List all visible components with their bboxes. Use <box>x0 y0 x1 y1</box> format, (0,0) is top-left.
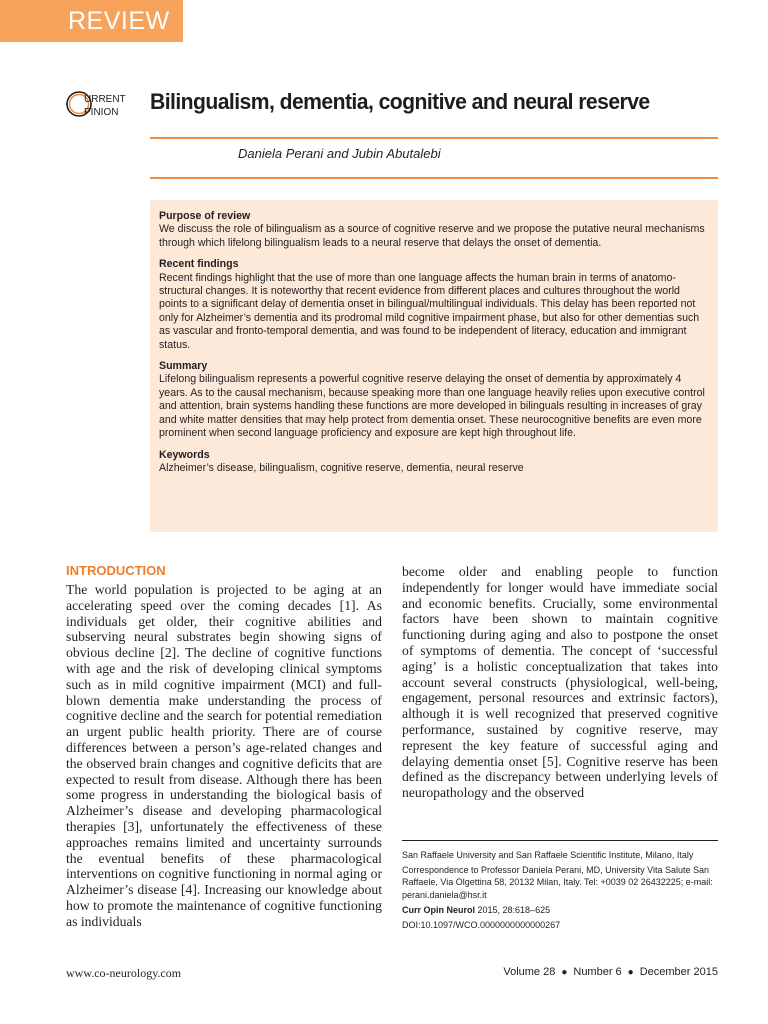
institution: San Raffaele University and San Raffaele Scientific Institute, Milano, Italy <box>402 850 694 860</box>
number: Number 6 <box>573 966 622 978</box>
journal-ref: 2015, 28:618–625 <box>475 904 551 915</box>
logo-line2: PINION <box>84 107 119 118</box>
purpose-text: We discuss the role of bilingualism as a source of cognitive reserve and we propose the putative neural mechanisms through which lifelong bilingualism leads to a neural reserve that delays the onset of dementia. <box>159 223 705 249</box>
title-rule <box>150 137 718 139</box>
current-opinion-logo-icon <box>64 84 134 124</box>
issue-date: December 2015 <box>639 966 718 978</box>
intro-text-right: become older and enabling people to function independently for longer would have immediate social and economic benefits. Crucially, some environmental factors have been shown to maintain cognitive functioning during aging and also to postpone the onset of symptoms of dementia. The concept of ‘successful aging’ is a holistic conceptualization that takes into account several constructs (physiological, well-being, engagement, personal resources and extrinsic factors), although it is well recognized that preserved cognitive performance, sustained by cognitive reserve, may represent the key feature of successful aging and delaying dementia onset [5]. Cognitive reserve has been defined as the discrepancy between underlying levels of neuropathology and the observed <box>402 564 718 801</box>
bullet-icon: ● <box>561 967 568 978</box>
issue-info <box>503 966 718 978</box>
section-tab: REVIEW <box>0 0 183 42</box>
purpose-heading: Purpose of review <box>159 210 251 222</box>
body-column-right <box>402 564 718 801</box>
abstract-box <box>150 200 718 532</box>
doi: DOI:10.1097/WCO.0000000000000267 <box>402 920 561 931</box>
summary-text: Lifelong bilingualism represents a powerful cognitive reserve delaying the onset of dementia by approximately 4 years. As to the causal mechanism, because speaking more than one language heavily relies upon executive control and attention, brain systems handling these functions are more developed in bilinguals resulting in increases of gray and white matter densities that may help protect from dementia onset. These neurocognitive benefits are even more prominent when second language proficiency and exposure are kept high throughout life. <box>159 373 705 440</box>
journal-url[interactable]: www.co-neurology.com <box>66 966 182 980</box>
volume: Volume 28 <box>503 966 556 978</box>
keywords-text: Alzheimer’s disease, bilingualism, cognitive reserve, dementia, neural reserve <box>159 461 524 474</box>
article-authors: Daniela Perani and Jubin Abutalebi <box>238 146 441 161</box>
journal-citation <box>402 904 720 916</box>
logo-line1: URRENT <box>84 94 126 105</box>
keywords-heading: Keywords <box>159 448 210 461</box>
findings-heading: Recent findings <box>159 258 239 271</box>
affiliation-rule <box>402 840 718 841</box>
authors-rule <box>150 177 718 179</box>
correspondence: Correspondence to Professor Daniela Perani, MD, University Vita Salute San Raffaele, Via Olgettina 58, 20132 Milan, Italy. Tel: +0039 02 26432225; e-mail: perani.daniela@hsr.it <box>402 865 713 900</box>
findings-text: Recent findings highlight that the use of more than one language affects the human brain in terms of anatomo-structural changes. It is noteworthy that recent evidence from different places and cultures throughout the world points to a significant delay of dementia onset in bilingual/multilingual individuals. This delay has been reported not only for Alzheimer’s dementia and its prodromal mild cognitive impairment phase, but also for other dementias such as vascular and fronto-temporal dementia, and was found to be independent of literacy, education and immigrant status. <box>159 271 700 351</box>
body-column-left <box>66 563 382 930</box>
affiliation-block <box>402 849 720 934</box>
intro-text-left: The world population is projected to be aging at an accelerating speed over the coming decades [1]. As individuals get older, their cognitive abilities and subserving neural substrates begin showing signs of obvious decline [2]. The decline of cognitive functions with age and the risk of developing clinical symptoms such as in mild cognitive impairment (MCI) and full-blown dementia make understanding the process of cognitive decline and the search for potential remediation an urgent public health priority. There are of course differences between a person’s age-related changes and the observed brain changes and cognitive deficits that are expected to result from disease. Although there has been some progress in understanding the biological basis of Alzheimer’s disease and developing pharmacological therapies [3], unfortunately the effectiveness of these approaches remains limited and uncertainty surrounds the eventual benefits of these pharmacological interventions on cognitive functioning in normal aging or Alzheimer’s disease [4]. Increasing our knowledge about how to promote the maintenance of cognitive functioning as individuals <box>66 582 382 929</box>
intro-heading: INTRODUCTION <box>66 563 166 578</box>
article-title: Bilingualism, dementia, cognitive and neural reserve <box>150 89 650 114</box>
summary-heading: Summary <box>159 360 208 373</box>
journal-label: Curr Opin Neurol <box>402 904 476 915</box>
bullet-icon: ● <box>627 967 634 978</box>
